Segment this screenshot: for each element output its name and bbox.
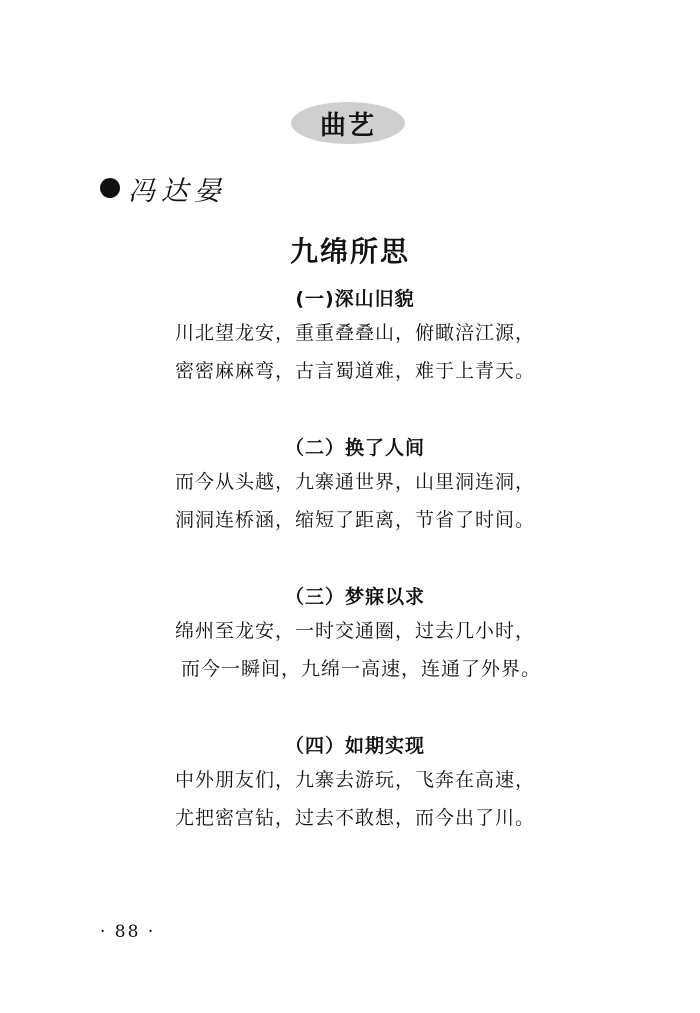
bullet-dot-icon xyxy=(100,178,120,198)
stanza-subtitle: (一)深山旧貌 xyxy=(295,288,415,310)
author-name: 冯达晏 xyxy=(128,175,227,207)
section-badge xyxy=(291,102,405,144)
verse-line: 尤把密宫钻，过去不敢想，而今出了川。 xyxy=(174,807,535,829)
stanza-2 xyxy=(0,433,700,539)
verse-line: 中外朋友们，九寨去游玩，飞奔在高速， xyxy=(174,769,535,791)
verse-line: 密密麻麻弯，古言蜀道难，难于上青天。 xyxy=(174,360,535,382)
verse-line: 而今一瞬间，九绵一高速，连通了外界。 xyxy=(180,658,541,680)
verse-line: 绵州至龙安，一时交通圈，过去几小时， xyxy=(174,620,535,642)
stanza-subtitle: （二）换了人间 xyxy=(284,437,425,459)
stanza-1 xyxy=(0,284,700,390)
author-byline xyxy=(100,170,227,206)
verse-line: 而今从头越，九寨通世界，山里洞连洞， xyxy=(174,471,535,493)
stanza-3 xyxy=(0,582,700,688)
stanza-subtitle: （三）梦寐以求 xyxy=(284,586,425,608)
verse-line: 洞洞连桥涵，缩短了距离，节省了时间。 xyxy=(174,509,535,531)
page-number: · 88 · xyxy=(100,922,156,942)
poem-title: 九绵所思 xyxy=(289,235,410,268)
verse-line: 川北望龙安，重重叠叠山，俯瞰涪江源， xyxy=(174,322,535,344)
section-label: 曲艺 xyxy=(319,110,376,141)
stanza-4 xyxy=(0,731,700,837)
stanza-subtitle: （四）如期实现 xyxy=(284,735,425,757)
